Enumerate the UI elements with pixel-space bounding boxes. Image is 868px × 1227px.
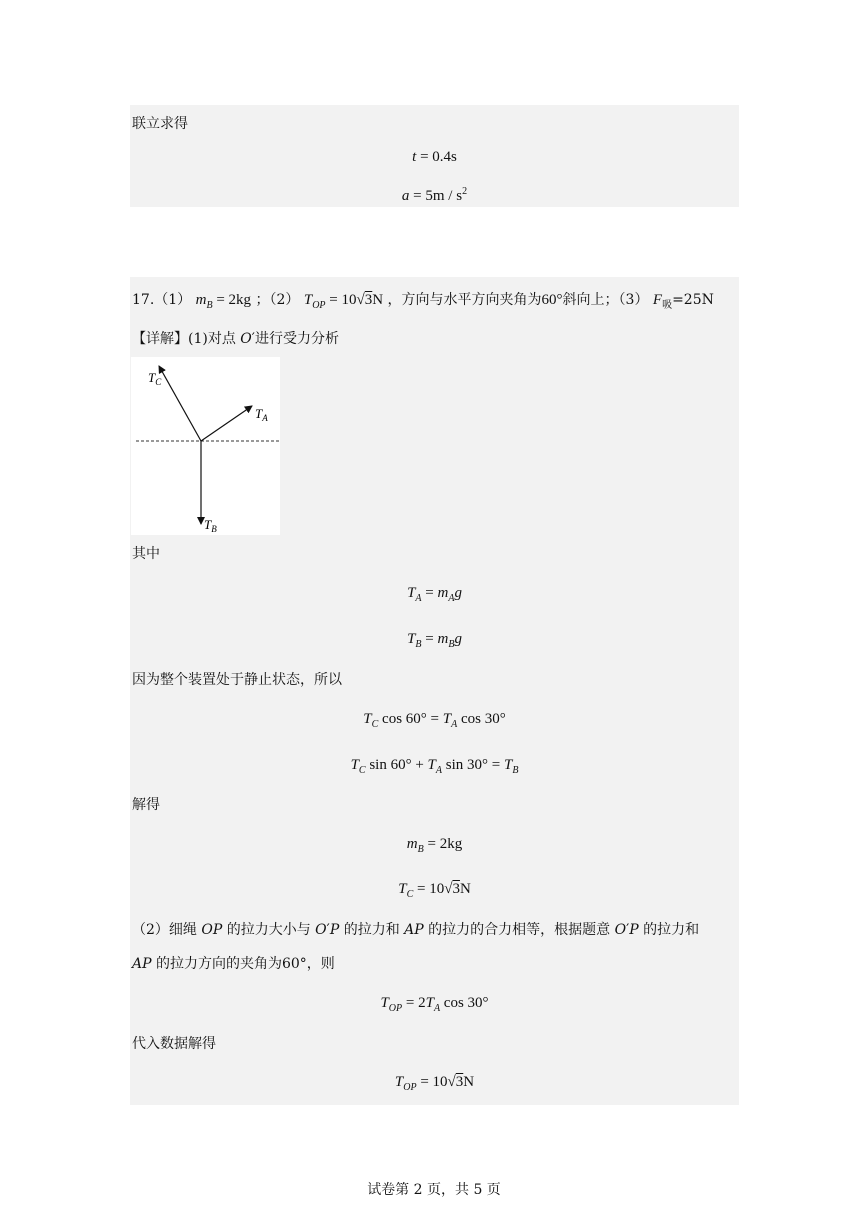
equation-tc: $T_C = 10√3N$ [398,881,471,900]
force-diagram [131,357,280,535]
equation-ta: $T_A = m_Ag$ [407,585,462,604]
force-diagram-svg [131,357,280,535]
equation-sin: $T_C$ $\sin 60^\circ + T_A$ $\sin 30^\circ = T_B$ [350,757,519,776]
equation-tb: $T_B = m_Bg$ [407,631,462,650]
joint-solve-label: 联立求得 [132,116,188,132]
detail-panel [130,321,739,1105]
equation-top1: $T_{OP} = 2T_A$ cos 30° [380,995,489,1014]
equation-mb: $m_B = 2kg$ [406,836,463,855]
equation-t: t = 0.4s [412,149,457,165]
detail-intro: 【详解】(1)对点 O′进行受力分析 [132,331,339,347]
tc-label: $T_C$ [148,370,162,387]
because-label: 因为整个装置处于静止状态，所以 [132,672,342,688]
ta-label: $T_A$ [255,406,268,423]
ta-arrow [201,406,252,441]
where-label: 其中 [132,546,160,562]
solution-panel-top [130,105,739,207]
part2-line2: AP 的拉力方向的夹角为60°，则 [132,956,335,972]
answer-panel [130,277,739,321]
solve-label: 解得 [132,797,160,813]
page-footer: 试卷第 2 页，共 5 页 [367,1182,501,1198]
tb-label: $T_B$ [204,517,217,534]
equation-a: $a = 5m / s^2$ [401,186,468,204]
equation-top2: $T_{OP} = 10√3N$ [394,1074,475,1093]
tc-arrow [159,366,201,441]
question-17-answer: 17.（1） $m_B = 2kg$ ；（2） $T_{OP} = 10√3N$ ，方向与水平方向夹角为60°斜向上；（3） $F_吸=25N$ [132,292,714,311]
substitute-label: 代入数据解得 [132,1036,216,1052]
equation-cos: $T_C$ $\cos 60^\circ = T_A$ cos 30° [363,711,506,730]
part2-line1: （2）细绳 OP 的拉力大小与 O′P 的拉力和 AP 的拉力的合力相等，根据题意 O′P 的拉力和 [132,922,700,938]
